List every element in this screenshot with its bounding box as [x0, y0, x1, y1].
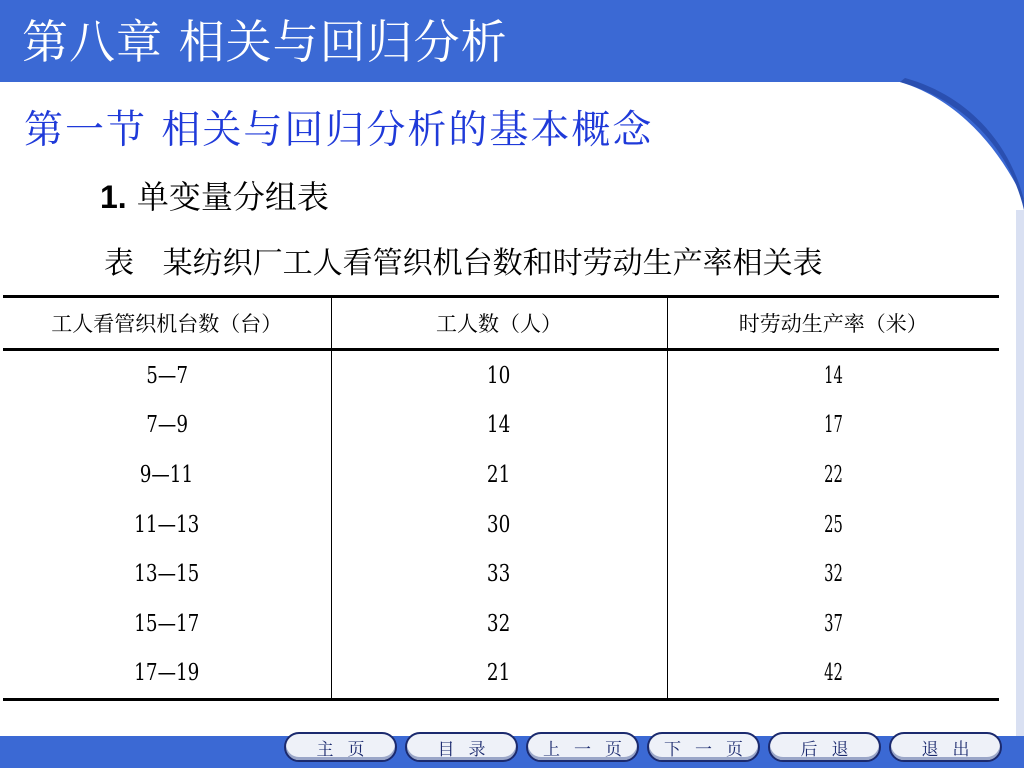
- subsection-number: 1.: [100, 179, 127, 215]
- cell-machines: 13—15: [3, 549, 331, 599]
- section-title: 第一节 相关与回归分析的基本概念: [24, 108, 654, 153]
- cell-machines: 7—9: [3, 401, 331, 451]
- cell-productivity: 14: [823, 362, 843, 389]
- table-row: [3, 549, 999, 599]
- cell-productivity: 32: [823, 561, 843, 588]
- cell-machines: 11—13: [3, 500, 331, 550]
- cell-machines: 15—17: [3, 599, 331, 649]
- table-row: [3, 401, 999, 451]
- cell-workers: 21: [331, 649, 667, 700]
- cell-workers: 33: [331, 549, 667, 599]
- cell-productivity: 25: [823, 511, 843, 538]
- exit-button[interactable]: 退出: [889, 732, 1002, 762]
- table-row: [3, 500, 999, 550]
- table-row: [3, 649, 999, 700]
- cell-workers: 21: [331, 450, 667, 500]
- correlation-table: [3, 295, 999, 701]
- back-button[interactable]: 后退: [768, 732, 881, 762]
- table-row: [3, 599, 999, 649]
- home-button[interactable]: 主页: [284, 732, 397, 762]
- table-row: [3, 350, 999, 401]
- column-header-workers: 工人数（人）: [331, 297, 667, 350]
- cell-machines: 5—7: [3, 350, 331, 401]
- cell-workers: 14: [331, 401, 667, 451]
- subsection-title: [100, 173, 329, 221]
- previous-page-button[interactable]: 上一页: [526, 732, 639, 762]
- cell-workers: 10: [331, 350, 667, 401]
- next-page-button[interactable]: 下一页: [647, 732, 760, 762]
- table-caption: 表 某纺织厂工人看管织机台数和时劳动生产率相关表: [104, 246, 823, 281]
- table-row: [3, 450, 999, 500]
- contents-button[interactable]: 目录: [405, 732, 518, 762]
- cell-machines: 17—19: [3, 649, 331, 700]
- cell-workers: 30: [331, 500, 667, 550]
- cell-productivity: 22: [823, 461, 843, 488]
- slide-navigation: [284, 732, 1002, 768]
- cell-machines: 9—11: [3, 450, 331, 500]
- cell-productivity: 42: [700, 649, 966, 700]
- chapter-title: 第八章 相关与回归分析: [22, 15, 508, 69]
- column-header-machines: 工人看管织机台数（台）: [3, 297, 331, 350]
- table-header-row: [3, 297, 999, 350]
- cell-productivity: 37: [823, 610, 843, 637]
- subsection-label: 单变量分组表: [126, 178, 329, 216]
- column-header-productivity: 时劳动生产率（米）: [667, 297, 999, 350]
- cell-productivity: 17: [823, 412, 843, 439]
- cell-workers: 32: [331, 599, 667, 649]
